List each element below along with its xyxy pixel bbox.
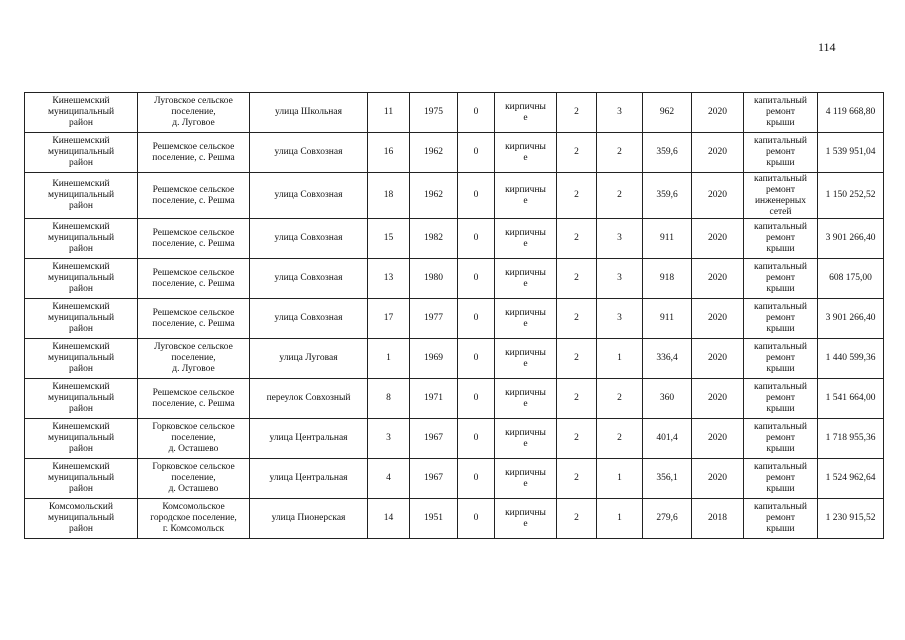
cell-work-type: капитальный ремонт крыши bbox=[744, 459, 818, 499]
cell-zero: 0 bbox=[458, 299, 495, 339]
cell-area: 401,4 bbox=[643, 419, 692, 459]
cell-plan-year: 2020 bbox=[692, 93, 744, 133]
table-row bbox=[25, 93, 884, 133]
cell-district: Кинешемский муниципальный район bbox=[25, 459, 138, 499]
table-row bbox=[25, 219, 884, 259]
cell-street: улица Луговая bbox=[250, 339, 368, 379]
cell-wall-material: кирпичны е bbox=[495, 419, 557, 459]
cell-district: Кинешемский муниципальный район bbox=[25, 339, 138, 379]
cell-plan-year: 2020 bbox=[692, 339, 744, 379]
cell-cost: 1 230 915,52 bbox=[818, 499, 884, 539]
cell-floors: 2 bbox=[557, 499, 597, 539]
cell-cost: 1 718 955,36 bbox=[818, 419, 884, 459]
cell-street: улица Совхозная bbox=[250, 219, 368, 259]
cell-plan-year: 2020 bbox=[692, 459, 744, 499]
cell-area: 962 bbox=[643, 93, 692, 133]
cell-entrances: 3 bbox=[597, 299, 643, 339]
cell-entrances: 1 bbox=[597, 459, 643, 499]
cell-area: 356,1 bbox=[643, 459, 692, 499]
cell-build-year: 1980 bbox=[410, 259, 458, 299]
cell-house-number: 17 bbox=[368, 299, 410, 339]
cell-house-number: 14 bbox=[368, 499, 410, 539]
cell-cost: 608 175,00 bbox=[818, 259, 884, 299]
cell-floors: 2 bbox=[557, 219, 597, 259]
cell-wall-material: кирпичны е bbox=[495, 499, 557, 539]
cell-build-year: 1962 bbox=[410, 133, 458, 173]
cell-district: Кинешемский муниципальный район bbox=[25, 133, 138, 173]
cell-settlement: Решемское сельское поселение, с. Решма bbox=[138, 259, 250, 299]
cell-cost: 3 901 266,40 bbox=[818, 299, 884, 339]
cell-work-type: капитальный ремонт крыши bbox=[744, 133, 818, 173]
cell-build-year: 1962 bbox=[410, 173, 458, 219]
cell-wall-material: кирпичны е bbox=[495, 379, 557, 419]
table-row bbox=[25, 339, 884, 379]
table-row bbox=[25, 173, 884, 219]
cell-work-type: капитальный ремонт крыши bbox=[744, 219, 818, 259]
cell-district: Кинешемский муниципальный район bbox=[25, 259, 138, 299]
cell-street: улица Пионерская bbox=[250, 499, 368, 539]
cell-zero: 0 bbox=[458, 499, 495, 539]
cell-house-number: 11 bbox=[368, 93, 410, 133]
cell-entrances: 2 bbox=[597, 173, 643, 219]
cell-plan-year: 2020 bbox=[692, 419, 744, 459]
cell-wall-material: кирпичны е bbox=[495, 219, 557, 259]
cell-entrances: 2 bbox=[597, 133, 643, 173]
cell-wall-material: кирпичны е bbox=[495, 133, 557, 173]
cell-settlement: Решемское сельское поселение, с. Решма bbox=[138, 133, 250, 173]
cell-cost: 3 901 266,40 bbox=[818, 219, 884, 259]
cell-plan-year: 2020 bbox=[692, 219, 744, 259]
cell-street: улица Совхозная bbox=[250, 133, 368, 173]
cell-work-type: капитальный ремонт крыши bbox=[744, 259, 818, 299]
cell-floors: 2 bbox=[557, 173, 597, 219]
cell-settlement: Решемское сельское поселение, с. Решма bbox=[138, 219, 250, 259]
cell-settlement: Луговское сельское поселение, д. Луговое bbox=[138, 93, 250, 133]
cell-entrances: 2 bbox=[597, 379, 643, 419]
cell-street: улица Центральная bbox=[250, 459, 368, 499]
table-row bbox=[25, 133, 884, 173]
cell-area: 336,4 bbox=[643, 339, 692, 379]
cell-settlement: Горковское сельское поселение, д. Осташево bbox=[138, 459, 250, 499]
cell-work-type: капитальный ремонт крыши bbox=[744, 379, 818, 419]
cell-house-number: 8 bbox=[368, 379, 410, 419]
cell-build-year: 1969 bbox=[410, 339, 458, 379]
cell-street: улица Центральная bbox=[250, 419, 368, 459]
cell-street: улица Школьная bbox=[250, 93, 368, 133]
cell-street: переулок Совхозный bbox=[250, 379, 368, 419]
cell-plan-year: 2020 bbox=[692, 133, 744, 173]
cell-entrances: 2 bbox=[597, 419, 643, 459]
cell-wall-material: кирпичны е bbox=[495, 173, 557, 219]
cell-district: Кинешемский муниципальный район bbox=[25, 419, 138, 459]
cell-work-type: капитальный ремонт инженерных сетей bbox=[744, 173, 818, 219]
cell-house-number: 3 bbox=[368, 419, 410, 459]
table-row bbox=[25, 299, 884, 339]
cell-build-year: 1951 bbox=[410, 499, 458, 539]
cell-wall-material: кирпичны е bbox=[495, 299, 557, 339]
cell-district: Кинешемский муниципальный район bbox=[25, 379, 138, 419]
cell-zero: 0 bbox=[458, 219, 495, 259]
table-row bbox=[25, 459, 884, 499]
cell-zero: 0 bbox=[458, 459, 495, 499]
cell-wall-material: кирпичны е bbox=[495, 459, 557, 499]
cell-cost: 1 539 951,04 bbox=[818, 133, 884, 173]
cell-floors: 2 bbox=[557, 379, 597, 419]
page-number: 114 bbox=[818, 40, 836, 54]
cell-district: Кинешемский муниципальный район bbox=[25, 93, 138, 133]
cell-street: улица Совхозная bbox=[250, 299, 368, 339]
cell-street: улица Совхозная bbox=[250, 259, 368, 299]
cell-house-number: 18 bbox=[368, 173, 410, 219]
cell-settlement: Комсомольское городское поселение, г. Комсомольск bbox=[138, 499, 250, 539]
cell-area: 911 bbox=[643, 219, 692, 259]
cell-build-year: 1977 bbox=[410, 299, 458, 339]
cell-zero: 0 bbox=[458, 379, 495, 419]
table-row bbox=[25, 379, 884, 419]
cell-work-type: капитальный ремонт крыши bbox=[744, 419, 818, 459]
cell-cost: 1 440 599,36 bbox=[818, 339, 884, 379]
cell-floors: 2 bbox=[557, 133, 597, 173]
table-row bbox=[25, 259, 884, 299]
cell-plan-year: 2020 bbox=[692, 299, 744, 339]
table-row bbox=[25, 499, 884, 539]
cell-build-year: 1967 bbox=[410, 459, 458, 499]
cell-district: Кинешемский муниципальный район bbox=[25, 299, 138, 339]
cell-cost: 4 119 668,80 bbox=[818, 93, 884, 133]
cell-zero: 0 bbox=[458, 339, 495, 379]
cell-settlement: Решемское сельское поселение, с. Решма bbox=[138, 299, 250, 339]
cell-cost: 1 150 252,52 bbox=[818, 173, 884, 219]
cell-area: 359,6 bbox=[643, 133, 692, 173]
cell-zero: 0 bbox=[458, 259, 495, 299]
cell-district: Кинешемский муниципальный район bbox=[25, 173, 138, 219]
table-row bbox=[25, 419, 884, 459]
cell-house-number: 16 bbox=[368, 133, 410, 173]
cell-area: 911 bbox=[643, 299, 692, 339]
cell-build-year: 1967 bbox=[410, 419, 458, 459]
cell-entrances: 1 bbox=[597, 499, 643, 539]
cell-work-type: капитальный ремонт крыши bbox=[744, 93, 818, 133]
cell-district: Комсомольский муниципальный район bbox=[25, 499, 138, 539]
cell-plan-year: 2020 bbox=[692, 259, 744, 299]
cell-zero: 0 bbox=[458, 133, 495, 173]
cell-house-number: 13 bbox=[368, 259, 410, 299]
cell-build-year: 1982 bbox=[410, 219, 458, 259]
cell-settlement: Решемское сельское поселение, с. Решма bbox=[138, 173, 250, 219]
cell-build-year: 1975 bbox=[410, 93, 458, 133]
cell-work-type: капитальный ремонт крыши bbox=[744, 339, 818, 379]
cell-work-type: капитальный ремонт крыши bbox=[744, 499, 818, 539]
cell-plan-year: 2018 bbox=[692, 499, 744, 539]
cell-house-number: 4 bbox=[368, 459, 410, 499]
cell-floors: 2 bbox=[557, 299, 597, 339]
cell-floors: 2 bbox=[557, 339, 597, 379]
cell-cost: 1 524 962,64 bbox=[818, 459, 884, 499]
cell-floors: 2 bbox=[557, 259, 597, 299]
cell-wall-material: кирпичны е bbox=[495, 339, 557, 379]
cell-area: 279,6 bbox=[643, 499, 692, 539]
cell-area: 359,6 bbox=[643, 173, 692, 219]
cell-wall-material: кирпичны е bbox=[495, 259, 557, 299]
cell-plan-year: 2020 bbox=[692, 379, 744, 419]
cell-street: улица Совхозная bbox=[250, 173, 368, 219]
cell-zero: 0 bbox=[458, 93, 495, 133]
housing-repair-table bbox=[24, 92, 884, 539]
cell-wall-material: кирпичны е bbox=[495, 93, 557, 133]
cell-zero: 0 bbox=[458, 419, 495, 459]
cell-entrances: 3 bbox=[597, 219, 643, 259]
cell-entrances: 1 bbox=[597, 339, 643, 379]
cell-work-type: капитальный ремонт крыши bbox=[744, 299, 818, 339]
cell-district: Кинешемский муниципальный район bbox=[25, 219, 138, 259]
cell-settlement: Горковское сельское поселение, д. Осташево bbox=[138, 419, 250, 459]
cell-floors: 2 bbox=[557, 459, 597, 499]
cell-area: 918 bbox=[643, 259, 692, 299]
cell-house-number: 15 bbox=[368, 219, 410, 259]
cell-build-year: 1971 bbox=[410, 379, 458, 419]
cell-settlement: Луговское сельское поселение, д. Луговое bbox=[138, 339, 250, 379]
cell-house-number: 1 bbox=[368, 339, 410, 379]
cell-entrances: 3 bbox=[597, 93, 643, 133]
cell-area: 360 bbox=[643, 379, 692, 419]
cell-zero: 0 bbox=[458, 173, 495, 219]
cell-floors: 2 bbox=[557, 93, 597, 133]
cell-entrances: 3 bbox=[597, 259, 643, 299]
cell-floors: 2 bbox=[557, 419, 597, 459]
cell-cost: 1 541 664,00 bbox=[818, 379, 884, 419]
cell-plan-year: 2020 bbox=[692, 173, 744, 219]
cell-settlement: Решемское сельское поселение, с. Решма bbox=[138, 379, 250, 419]
